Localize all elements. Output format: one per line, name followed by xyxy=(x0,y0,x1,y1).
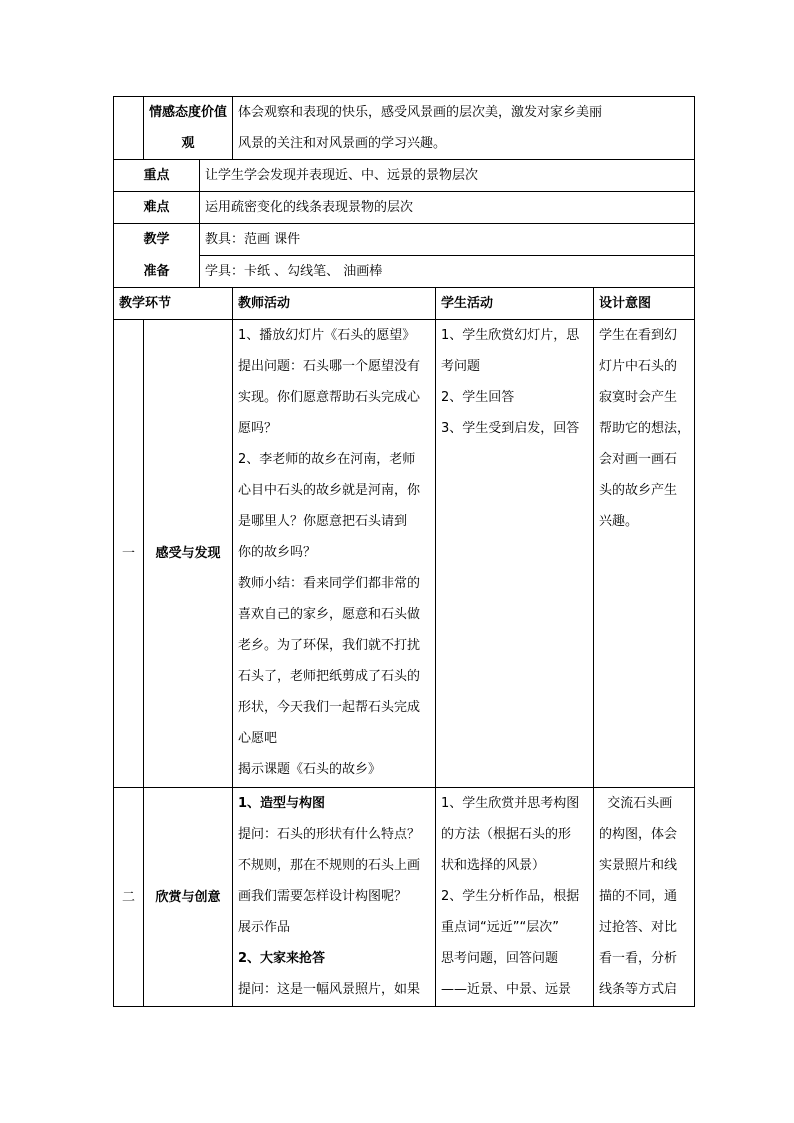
student-tools: 学具：卡纸 、勾线笔、 油画棒 xyxy=(200,256,695,288)
teacher-subheading: 2、大家来抢答 xyxy=(238,951,326,966)
key-point-content: 让学生学会发现并表现近、中、远景的景物层次 xyxy=(200,160,695,192)
preparation-label-1: 教学 xyxy=(114,224,200,256)
difficulty-row xyxy=(114,192,695,224)
teacher-line: 心愿吧 xyxy=(238,731,278,746)
teacher-line: 提问：这是一幅风景照片，如果 xyxy=(238,982,421,997)
difficulty-label: 难点 xyxy=(114,192,200,224)
header-student: 学生活动 xyxy=(436,288,594,320)
preparation-row-1 xyxy=(114,224,695,256)
design-line: 线条等方式启 xyxy=(599,982,678,997)
teacher-line: 石头了，老师把纸剪成了石头的 xyxy=(238,669,421,684)
blank-cell xyxy=(114,97,144,160)
difficulty-content: 运用疏密变化的线条表现景物的层次 xyxy=(200,192,695,224)
section-name-1: 感受与发现 xyxy=(144,320,233,788)
design-intent-1 xyxy=(594,320,695,788)
emotion-content xyxy=(233,97,695,160)
preparation-label-2: 准备 xyxy=(114,256,200,288)
teacher-line: 实现。你们愿意帮助石头完成心 xyxy=(238,390,421,405)
design-line: 过抢答、对比 xyxy=(599,920,678,935)
teacher-line: 提出问题：石头哪一个愿望没有 xyxy=(238,359,421,374)
student-line: 重点词“远近”“层次” xyxy=(441,920,559,935)
student-activity-2 xyxy=(436,788,594,1007)
design-line: 帮助它的想法， xyxy=(599,421,691,436)
teacher-line: 教师小结：看来同学们都非常的 xyxy=(238,576,421,591)
student-line: 2、学生分析作品，根据 xyxy=(441,889,580,904)
design-line: 的构图，体会 xyxy=(599,827,678,842)
lesson-plan-table xyxy=(113,96,695,1007)
teacher-activity-2 xyxy=(233,788,436,1007)
key-point-label: 重点 xyxy=(114,160,200,192)
design-line: 寂寞时会产生 xyxy=(599,390,678,405)
design-line: 头的故乡产生 xyxy=(599,483,678,498)
teacher-subheading: 1、造型与构图 xyxy=(238,796,326,811)
student-activity-1 xyxy=(436,320,594,788)
emotion-label: 情感态度价值观 xyxy=(144,97,233,160)
design-line: 实景照片和线 xyxy=(599,858,678,873)
section-number-2: 二 xyxy=(114,788,144,1007)
teacher-line: 老乡。为了环保，我们就不打扰 xyxy=(238,638,421,653)
teacher-activity-1 xyxy=(233,320,436,788)
preparation-row-2 xyxy=(114,256,695,288)
header-row xyxy=(114,288,695,320)
design-line: 兴趣。 xyxy=(599,514,639,529)
section-row-2 xyxy=(114,788,695,1007)
design-intent-2 xyxy=(594,788,695,1007)
teacher-line: 心目中石头的故乡就是河南，你 xyxy=(238,483,421,498)
teacher-line: 揭示课题《石头的故乡》 xyxy=(238,762,382,777)
teacher-line: 愿吗？ xyxy=(238,421,278,436)
section-name-2: 欣赏与创意 xyxy=(144,788,233,1007)
teacher-line: 展示作品 xyxy=(238,920,291,935)
design-line: 灯片中石头的 xyxy=(599,359,678,374)
teacher-line: 1、播放幻灯片《石头的愿望》 xyxy=(238,328,416,343)
teacher-line: 是哪里人？你愿意把石头请到 xyxy=(238,514,408,529)
student-line: 考问题 xyxy=(441,359,481,374)
emotion-line-2: 风景的关注和对风景画的学习兴趣。 xyxy=(238,136,447,151)
design-line: 学生在看到幻 xyxy=(599,328,678,343)
section-number-1: 一 xyxy=(114,320,144,788)
design-line: 描的不同，通 xyxy=(599,889,678,904)
header-teacher: 教师活动 xyxy=(233,288,436,320)
header-stage: 教学环节 xyxy=(114,288,233,320)
header-design: 设计意图 xyxy=(594,288,695,320)
teacher-line: 喜欢自己的家乡，愿意和石头做 xyxy=(238,607,421,622)
teacher-tools: 教具：范画 课件 xyxy=(200,224,695,256)
teacher-line: 2、李老师的故乡在河南，老师 xyxy=(238,452,416,467)
emotion-row xyxy=(114,97,695,160)
student-line: 3、学生受到启发，回答 xyxy=(441,421,580,436)
student-line: 状和选择的风景） xyxy=(441,858,546,873)
emotion-line-1: 体会观察和表现的快乐，感受风景画的层次美，激发对家乡美丽 xyxy=(238,105,603,120)
design-line: 交流石头画 xyxy=(599,796,673,811)
design-line: 会对画一画石 xyxy=(599,452,678,467)
key-point-row xyxy=(114,160,695,192)
teacher-line: 画我们需要怎样设计构图呢？ xyxy=(238,889,408,904)
student-line: 1、学生欣赏并思考构图 xyxy=(441,796,580,811)
teacher-line: 形状，今天我们一起帮石头完成 xyxy=(238,700,421,715)
student-line: 1、学生欣赏幻灯片，思 xyxy=(441,328,580,343)
teacher-line: 不规则，那在不规则的石头上画 xyxy=(238,858,421,873)
design-line: 看一看，分析 xyxy=(599,951,678,966)
teacher-line: 提问：石头的形状有什么特点？ xyxy=(238,827,421,842)
student-line: 思考问题，回答问题 xyxy=(441,951,559,966)
student-line: 2、学生回答 xyxy=(441,390,515,405)
student-line: ——近景、中景、远景 xyxy=(441,982,572,997)
section-row-1 xyxy=(114,320,695,788)
student-line: 的方法（根据石头的形 xyxy=(441,827,572,842)
teacher-line: 你的故乡吗？ xyxy=(238,545,317,560)
